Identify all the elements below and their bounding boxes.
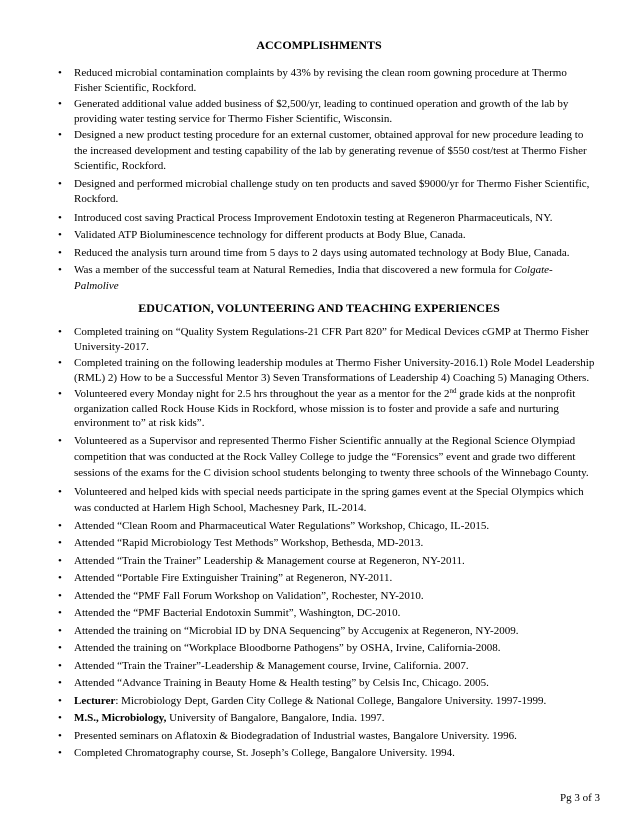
list-item: • Attended the “PMF Bacterial Endotoxin Summit”, Washington, DC-2010. [54,606,596,621]
list-item [54,263,596,294]
ordinal-suffix: nd [449,387,457,395]
list-item-text: University of Bangalore, Bangalore, India. 1997. [166,712,385,724]
list-item: • Generated additional value added business of $2,500/yr, leading to continued operation and growth of the lab by providing water testing service for Thermo Fisher Scientific, Wisconsin. [54,97,596,126]
accomplishments-heading: ACCOMPLISHMENTS [256,38,382,52]
list-item-text: : Microbiology Dept, Garden City College & National College, Bangalore University. 1997-1999. [115,694,547,707]
list-item: • Reduced microbial contamination complaints by 43% by revising the clean room gowning procedure at Thermo Fisher Scientific, Rockford. [54,66,596,95]
list-item: • Attended “Train the Trainer” Leadership & Management course at Regeneron, NY-2011. [54,554,596,569]
list-item: • Presented seminars on Aflatoxin & Biodegradation of Industrial wastes, Bangalore University. 1996. [54,729,596,744]
list-item [54,694,596,709]
list-item: • Attended the training on “Microbial ID by DNA Sequencing” by Accugenix at Regeneron, NY-2009. [54,624,596,639]
company-name: Colgate-Palmolive [74,264,553,292]
lecturer-label: Lecturer [74,694,116,707]
list-item: • Attended “Advance Training in Beauty Home & Health testing” by Celsis Inc, Chicago. 2005. [54,676,596,691]
list-item: • Attended “Train the Trainer”-Leadership & Management course, Irvine, California. 2007. [54,659,596,674]
list-item: • Completed training on “Quality System Regulations-21 CFR Part 820” for Medical Devices cGMP at Thermo Fisher University-2017. [54,325,596,354]
list-item-text: Volunteered every Monday night for 2.5 hrs throughout the year as a mentor for the 2 [74,388,450,400]
list-item-text: grade kids at the nonprofit organization called Rock House Kids in Rockford, whose mission is to foster and provide a safe and nurturing environment to” at risk kids”. [74,388,576,429]
list-item: • Introduced cost saving Practical Process Improvement Endotoxin testing at Regeneron Pharmaceuticals, NY. [54,211,596,226]
accomplishments-list [54,66,596,294]
list-item [54,711,596,726]
list-item: • Reduced the analysis turn around time from 5 days to 2 days using automated technology at Body Blue, Canada. [54,246,596,261]
education-heading: EDUCATION, VOLUNTEERING AND TEACHING EXPERIENCES [138,301,500,315]
education-list [54,325,596,761]
list-item: • Validated ATP Bioluminescence technology for different products at Body Blue, Canada. [54,228,596,243]
list-item: • Designed a new product testing procedure for an external customer, obtained approval for new procedure leading to the increased development and testing capability of the lab by generating revenue of $550 cost/test at Thermo Fisher Scientific, Rockford. [54,128,596,175]
list-item: • Attended the training on “Workplace Bloodborne Pathogens” by OSHA, Irvine, California-2008. [54,641,596,656]
list-item: • Attended “Portable Fire Extinguisher Training” at Regeneron, NY-2011. [54,571,596,586]
page-number: Pg 3 of 3 [559,792,600,804]
list-item: • Completed Chromatography course, St. Joseph’s College, Bangalore University. 1994. [54,746,596,761]
list-item [54,387,596,431]
degree-label: M.S., Microbiology, [74,712,167,724]
list-item-text: Was a member of the successful team at Natural Remedies, India that discovered a new formula for [74,264,515,276]
list-item: • Designed and performed microbial challenge study on ten products and saved $9000/yr for Thermo Fisher Scientific, Rockford. [54,177,596,208]
list-item: • Volunteered and helped kids with special needs participate in the spring games event at the Special Olympics which was conducted at Harlem High School, Machesney Park, IL-2014. [54,484,596,516]
list-item: • Attended “Rapid Microbiology Test Methods” Workshop, Bethesda, MD-2013. [54,536,596,551]
list-item: • Completed training on the following leadership modules at Thermo Fisher University-2016.1) Role Model Leadership (RML) 2) How to be a Successful Mentor 3) Seven Transformations of Leadership 4) Coaching 5) Managing Others. [54,356,596,385]
list-item: • Attended the “PMF Fall Forum Workshop on Validation”, Rochester, NY-2010. [54,589,596,604]
list-item: • Volunteered as a Supervisor and represented Thermo Fisher Scientific annually at the Regional Science Olympiad competition that was conducted at the Rock Valley College to judge the “Forensics” event and grade two different sessions of the exams for the C division school students belonging to twenty three schools of the Winnebago County. [54,433,596,481]
list-item: • Attended “Clean Room and Pharmaceutical Water Regulations” Workshop, Chicago, IL-2015. [54,519,596,534]
